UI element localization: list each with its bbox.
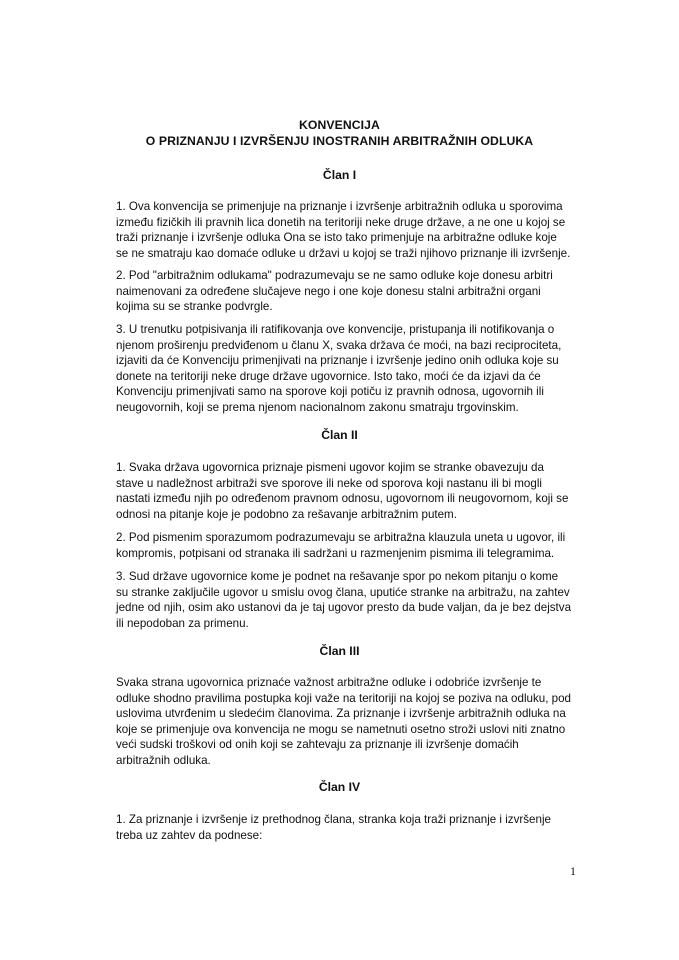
text-line: jedne od njih, osim ako ustanovi da je taj ugovor presto da bude valjan, da je bez dejstva [116,601,572,615]
text-line: 3. Sud države ugovornice kome je podnet na rešavanje spor po nekom pitanju o kome [116,570,559,583]
text-line: odluke shodno pravilima postupka koji važe na teritoriji na kojoj se poziva na odluku, pod [116,691,572,705]
text-line: kompromis, potpisani od stranaka ili sadržani u razmenjenim pismima ili telegramima. [116,546,555,560]
text-line: arbitražnih odluka. [116,753,211,767]
text-line: kojima su se stranke podvrgle. [116,300,273,314]
text-line: se ne smatraju kao domaće odluke u državi u kojoj se traži njihovo priznanje ili izvršenje. [116,246,571,260]
title-line: KONVENCIJA [299,118,380,132]
text-line: 3. U trenutku potpisivanja ili ratifikovanja ove konvencije, pristupanja ili notifikovanja o [116,323,555,336]
paragraph [116,569,586,631]
section-heading-clan-iv: Član IV [318,780,361,794]
text-line: uslovima utvrđenim u sledećim članovima. Za priznanje i izvršenje arbitražnih odluka na [116,707,566,721]
text-line: 2. Pod pismenim sporazumom podrazumevaju se arbitražna klauzula uneta u ugovor, ili [116,531,566,544]
text-line: koje se primenjuje ova konvencija ne mogu se nametnuti osetno stroži uslovi niti znatno [116,722,566,736]
text-line: treba uz zahtev da podnese: [116,828,263,842]
page-number: 1 [570,864,576,878]
text-line: Konvenciju primenjivati samo na sporove koji potiču iz pravnih odnosa, ugovornih ili [116,385,544,399]
paragraph [116,268,586,315]
text-line: neugovornih, koji se prema njenom nacionalnom zakonu smatraju trgovinskim. [116,400,519,414]
text-line: između fizičkih ili pravnih lica donetih na teritoriji neke druge države, a ne one u kojoj se [116,215,566,229]
text-line: donete na teritoriji neke druge države ugovornice. Isto tako, moći će da izjavi da će [116,369,541,383]
text-line: 1. Ova konvencija se primenjuje na priznanje i izvršenje arbitražnih odluka u sporovima [116,200,563,213]
paragraph [116,199,586,261]
paragraph [116,322,586,416]
text-line: nastati između njih po određenom pravnom odnosu, ugovornom ili neugovornom, koji se [116,492,569,506]
title-line: O PRIZNANJU I IZVRŠENJU INOSTRANIH ARBITRAŽNIH ODLUKA [145,134,534,148]
paragraph [116,460,586,522]
document-title [0,117,679,149]
text-line: 1. Svaka država ugovornica priznaje pismeni ugovor kojim se stranke obavezuju da [116,461,544,474]
text-line: stave u nadležnost arbitraži sve sporove ili neke od sporova koji nastanu ili bi mogli [116,476,542,490]
text-line: izjaviti da će Konvenciju primenjivati na priznanje i izvršenje jedino onih odluka koje su [116,354,559,368]
paragraph [116,675,586,769]
text-line: ili nepodoban za primenu. [116,616,249,630]
paragraph [116,530,586,561]
text-line: odnosi na pitanje koje je podobno za rešavanje arbitražnim putem. [116,507,457,521]
section-heading-clan-iii: Član III [319,644,360,658]
text-line: Svaka strana ugovornica priznaće važnost arbitražne odluke i odobriće izvršenje te [116,676,542,689]
text-line: 1. Za priznanje i izvršenje iz prethodnog člana, stranka koja traži priznanje i izvršenje [116,813,551,826]
section-heading-clan-ii: Član II [321,428,358,442]
text-line: traži priznanje i izvršenje odluka Ona se isto tako primenjuje na arbitražne odluke koje [116,231,557,245]
text-line: njenom proširenju predviđenom u članu X, svaka država će moći, na bazi reciprociteta, [116,338,562,352]
text-line: su stranke zaključile ugovor u smislu ovog člana, uputiće stranke na arbitražu, na zahtev [116,585,570,599]
text-line: naimenovani za određene slučajeve nego i one koje donesu stalni arbitražni organi [116,284,541,298]
paragraph [116,812,586,843]
text-line: veći sudski troškovi od onih koji se zahtevaju za priznanje ili izvršenje domaćih [116,738,519,752]
text-line: 2. Pod "arbitražnim odlukama" podrazumevaju se ne samo odluke koje donesu arbitri [116,269,553,282]
section-heading-clan-i: Član I [322,168,357,182]
